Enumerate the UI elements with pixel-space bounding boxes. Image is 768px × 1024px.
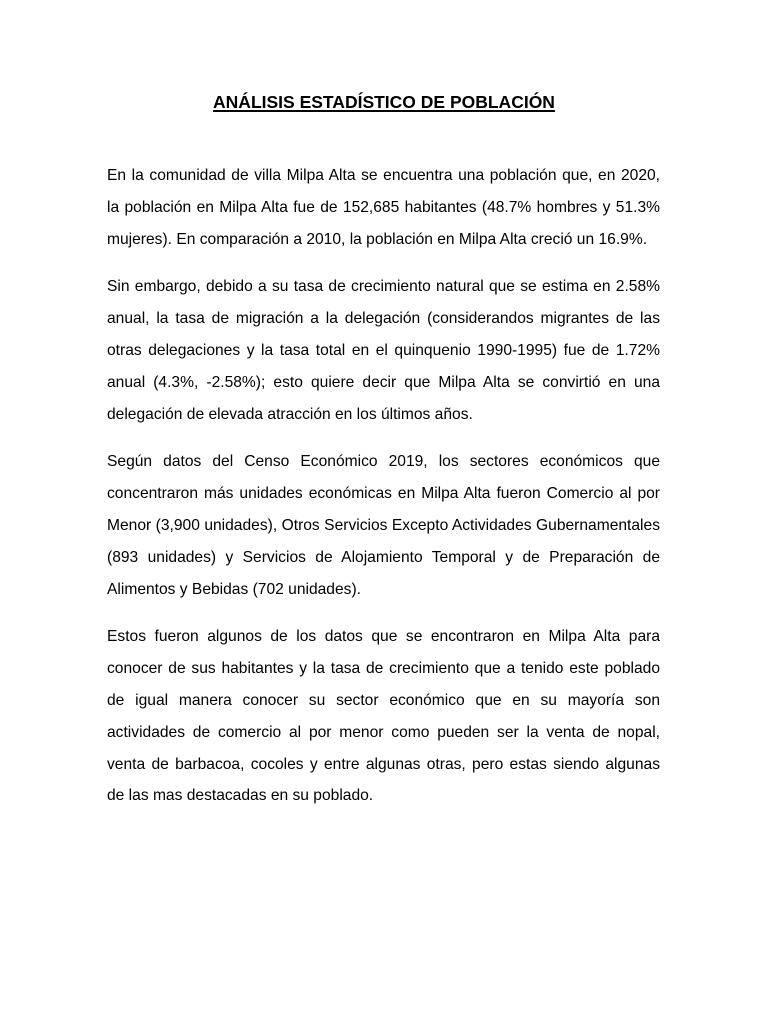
document-title: ANÁLISIS ESTADÍSTICO DE POBLACIÓN — [213, 92, 555, 112]
document-body — [107, 160, 660, 828]
paragraph-economic-sectors: Según datos del Censo Económico 2019, los sectores económicos que concentraron más unidades económicas en Milpa Alta fueron Comercio al por Menor (3,900 unidades), Otros Servicios Excepto Actividades Gubernamentales (893 unidades) y Servicios de Alojamiento Temporal y de Preparación de Alimentos y Bebidas (702 unidades). — [107, 453, 660, 598]
paragraph-population: En la comunidad de villa Milpa Alta se encuentra una población que, en 2020, la población en Milpa Alta fue de 152,685 habitantes (48.7% hombres y 51.3% mujeres). En comparación a 2010, la población en Milpa Alta creció un 16.9%. — [107, 167, 660, 248]
paragraph-conclusion: Estos fueron algunos de los datos que se encontraron en Milpa Alta para conocer de sus habitantes y la tasa de crecimiento que a tenido este poblado de igual manera conocer su sector económico que en su mayoría son actividades de comercio al por menor como pueden ser la venta de nopal, venta de barbacoa, cocoles y entre algunas otras, pero estas siendo algunas de las mas destacadas en su poblado. — [107, 628, 660, 805]
paragraph-migration: Sin embargo, debido a su tasa de crecimiento natural que se estima en 2.58% anual, la tasa de migración a la delegación (considerandos migrantes de las otras delegaciones y la tasa total en el quinquenio 1990-1995) fue de 1.72% anual (4.3%, -2.58%); esto quiere decir que Milpa Alta se convirtió en una delegación de elevada atracción en los últimos años. — [107, 278, 660, 423]
